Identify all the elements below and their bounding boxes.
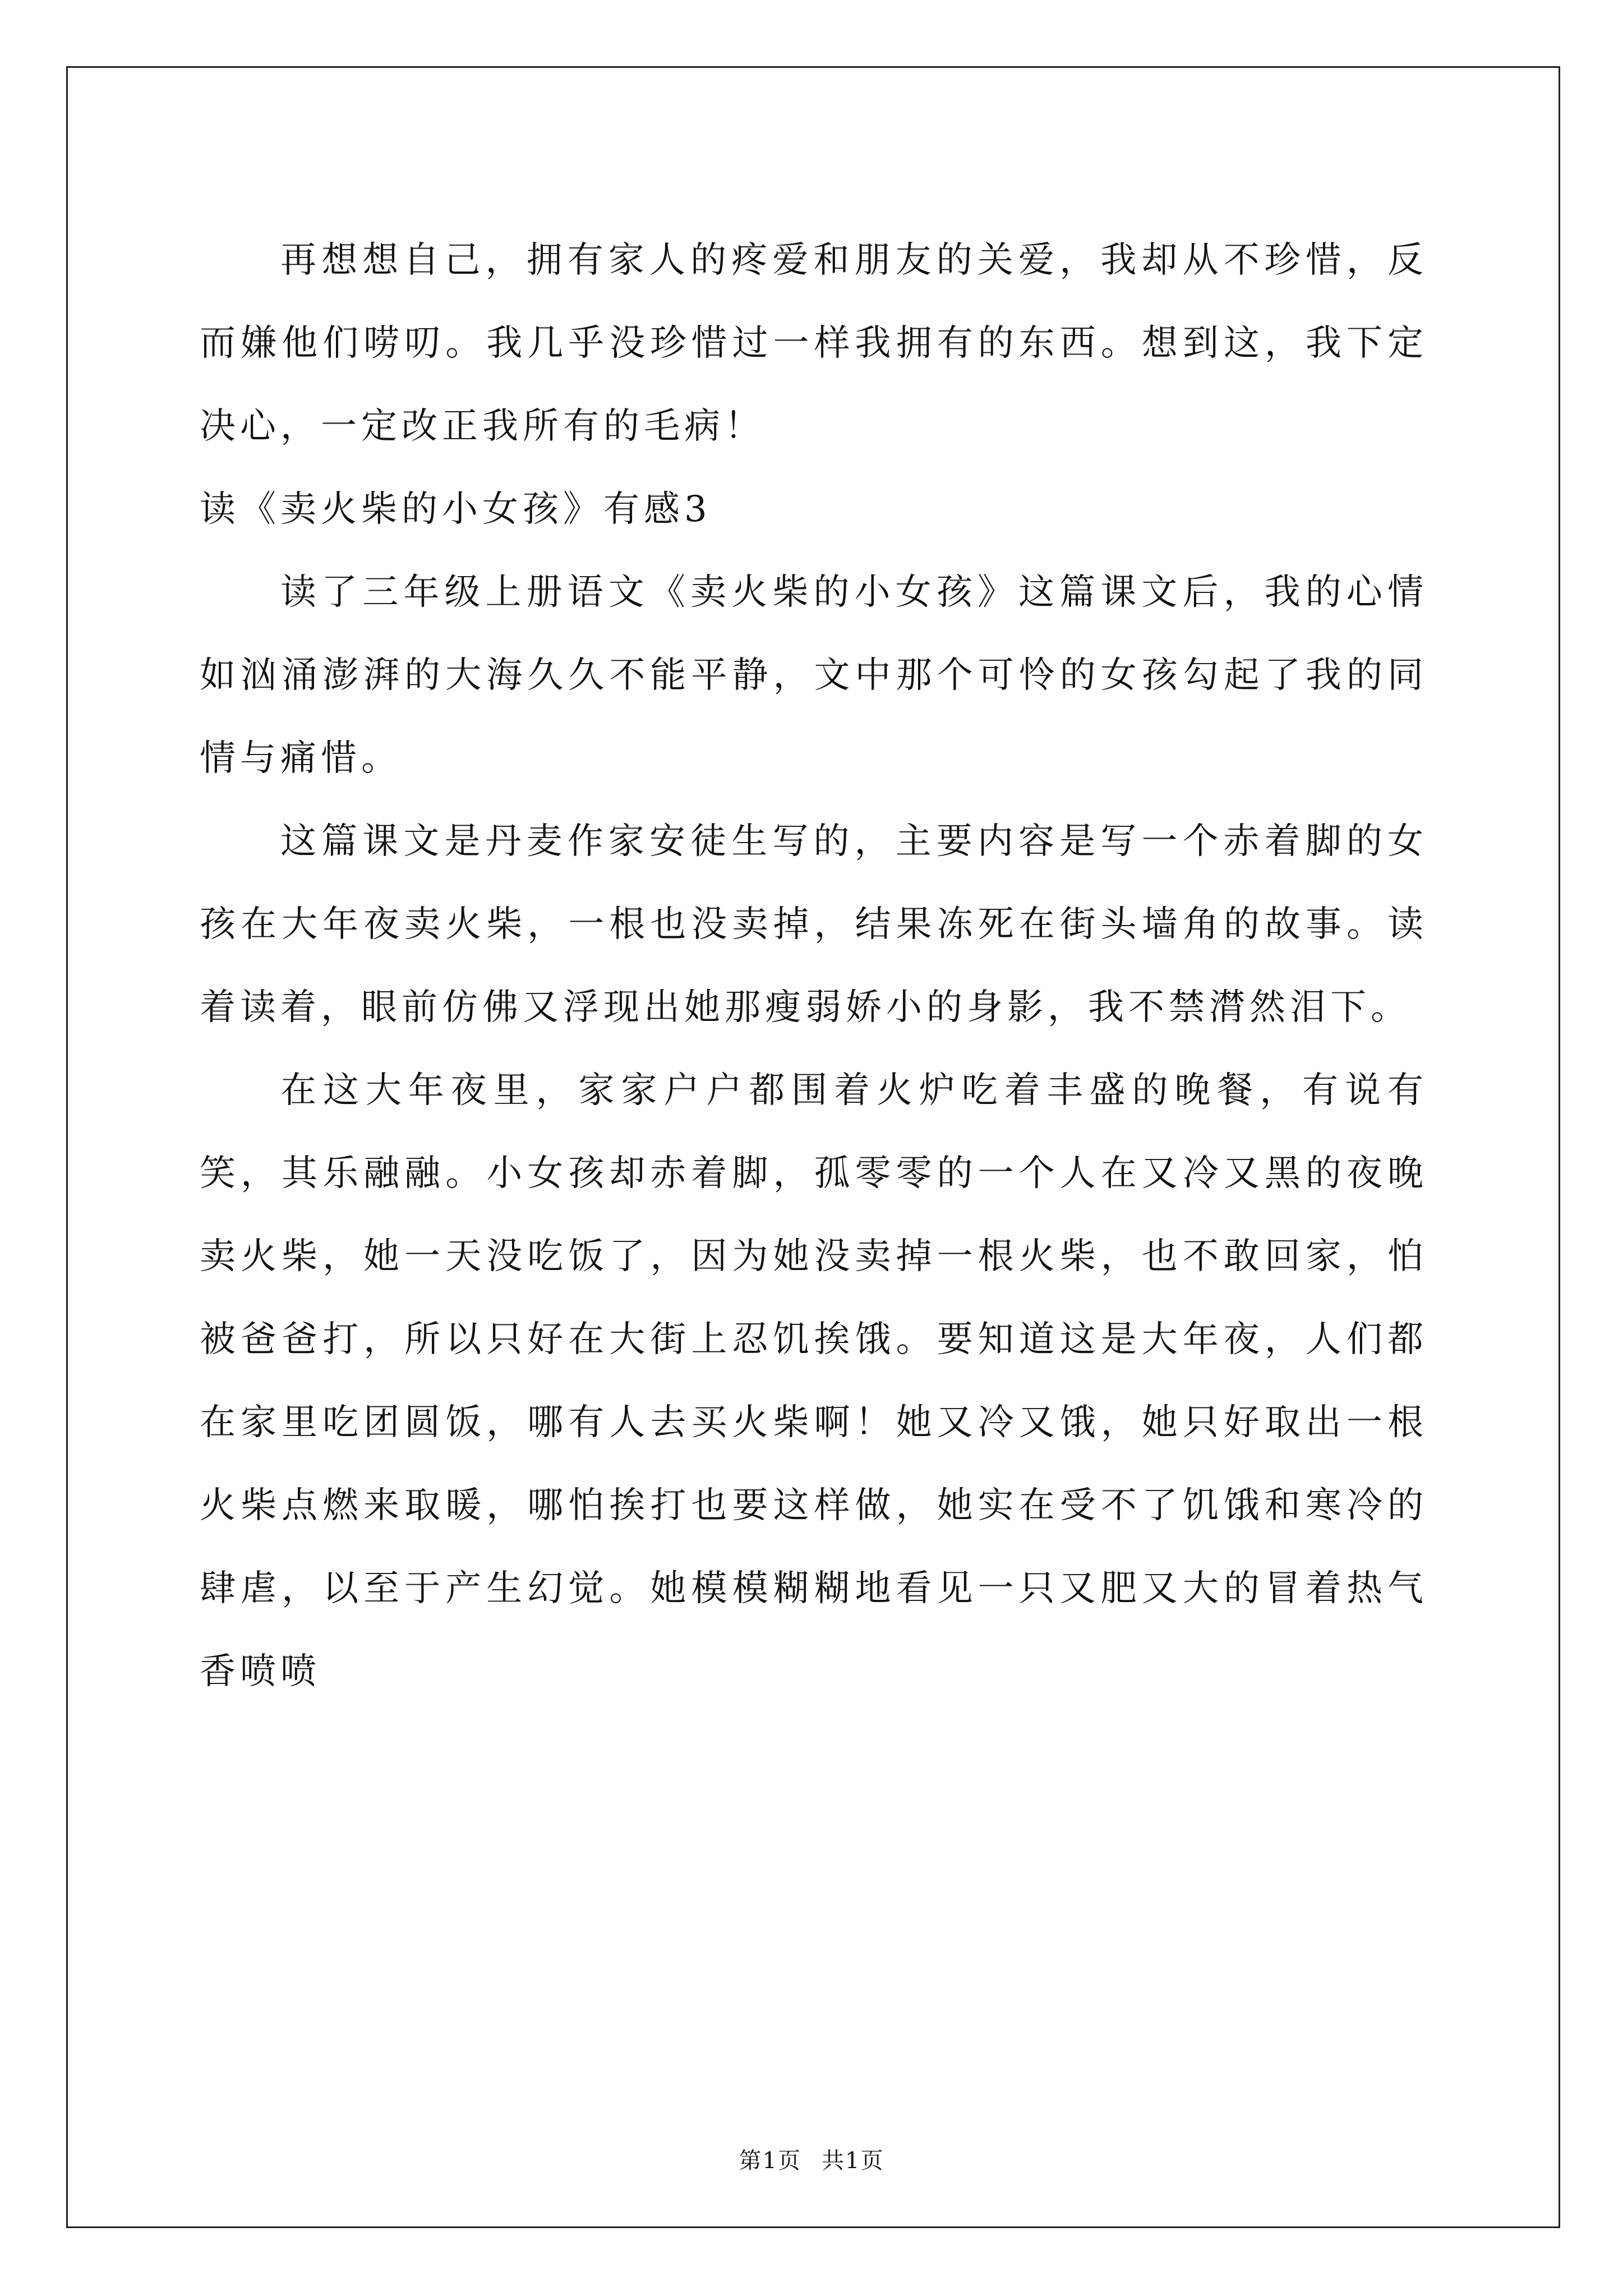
document-body bbox=[200, 219, 1428, 1713]
page-footer bbox=[0, 2143, 1623, 2175]
page-number: 第1页 bbox=[739, 2148, 801, 2174]
body-paragraph: 读了三年级上册语文《卖火柴的小女孩》这篇课文后，我的心情如汹涌澎湃的大海久久不能平静，文中那个可怜的女孩勾起了我的同情与痛惜。 bbox=[200, 572, 1428, 779]
page-total: 共1页 bbox=[822, 2148, 884, 2174]
section-heading: 读《卖火柴的小女孩》有感3 bbox=[200, 489, 712, 530]
body-paragraph: 这篇课文是丹麦作家安徒生写的，主要内容是写一个赤着脚的女孩在大年夜卖火柴，一根也没卖掉，结果冻死在街头墙角的故事。读着读着，眼前仿佛又浮现出她那瘦弱娇小的身影，我不禁潸然泪下。 bbox=[200, 821, 1428, 1028]
body-paragraph: 再想想自己，拥有家人的疼爱和朋友的关爱，我却从不珍惜，反而嫌他们唠叨。我几乎没珍惜过一样我拥有的东西。想到这，我下定决心，一定改正我所有的毛病！ bbox=[200, 240, 1428, 447]
body-paragraph: 在这大年夜里，家家户户都围着火炉吃着丰盛的晚餐，有说有笑，其乐融融。小女孩却赤着脚，孤零零的一个人在又冷又黑的夜晚卖火柴，她一天没吃饭了，因为她没卖掉一根火柴，也不敢回家，怕被爸爸打，所以只好在大街上忍饥挨饿。要知道这是大年夜，人们都在家里吃团圆饭，哪有人去买火柴啊！她又冷又饿，她只好取出一根火柴点燃来取暖，哪怕挨打也要这样做，她实在受不了饥饿和寒冷的肆虐，以至于产生幻觉。她模模糊糊地看见一只又肥又大的冒着热气香喷喷 bbox=[200, 1070, 1428, 1692]
